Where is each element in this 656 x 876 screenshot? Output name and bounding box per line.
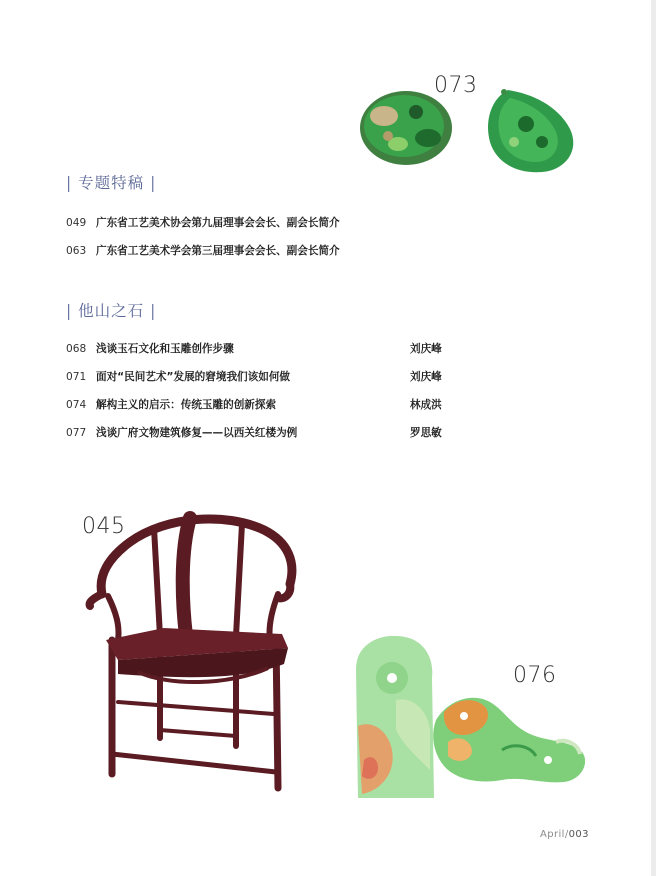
toc-page-number: 074 [66, 399, 87, 411]
toc-author: 刘庆峰 [410, 343, 442, 355]
figure-number-073: 073 [434, 73, 478, 98]
section-heading: | 专题特稿 | [66, 174, 157, 192]
toc-article-title: 面对“民间艺术”发展的窘境我们该如何做 [96, 371, 291, 383]
figure-number-045: 045 [82, 514, 126, 539]
page-edge-shadow [651, 0, 656, 876]
footer-page-number: 003 [568, 829, 589, 840]
section-heading-text: 他山之石 [78, 302, 145, 320]
toc-page-number: 049 [66, 217, 87, 229]
figure-number-076: 076 [513, 663, 557, 688]
toc-page-number: 063 [66, 245, 87, 257]
toc-page-number: 068 [66, 343, 87, 355]
toc-entry[interactable] [66, 243, 340, 271]
toc-article-title: 浅谈玉石文化和玉雕创作步骤 [96, 343, 234, 355]
toc-section-stones-from-other-hills [66, 299, 442, 453]
toc-entry[interactable] [66, 425, 442, 453]
toc-article-title: 广东省工艺美术学会第三届理事会会长、副会长简介 [96, 245, 340, 257]
toc-article-title: 广东省工艺美术协会第九届理事会会长、副会长简介 [96, 217, 340, 229]
toc-page-number: 071 [66, 371, 87, 383]
rosewood-armchair-image [78, 502, 304, 808]
toc-author: 林成洪 [410, 399, 442, 411]
toc-author: 罗思敏 [410, 427, 442, 439]
toc-entry[interactable] [66, 215, 340, 243]
jade-carving-image [352, 630, 592, 804]
toc-author: 刘庆峰 [410, 371, 442, 383]
toc-article-title: 浅谈广府文物建筑修复——以西关红楼为例 [96, 427, 298, 439]
section-heading-text: 专题特稿 [78, 174, 145, 192]
toc-entry[interactable] [66, 397, 442, 425]
section-heading: | 他山之石 | [66, 302, 157, 320]
toc-entry[interactable] [66, 369, 442, 397]
toc-section-special-features [66, 171, 340, 271]
toc-page-number: 077 [66, 427, 87, 439]
toc-entry[interactable] [66, 341, 442, 369]
footer-separator: / [564, 829, 569, 840]
footer-month: April [540, 829, 565, 840]
page-footer [540, 829, 589, 840]
jade-pendant-pair-image [358, 84, 580, 174]
toc-article-title: 解构主义的启示：传统玉雕的创新探索 [96, 399, 277, 411]
